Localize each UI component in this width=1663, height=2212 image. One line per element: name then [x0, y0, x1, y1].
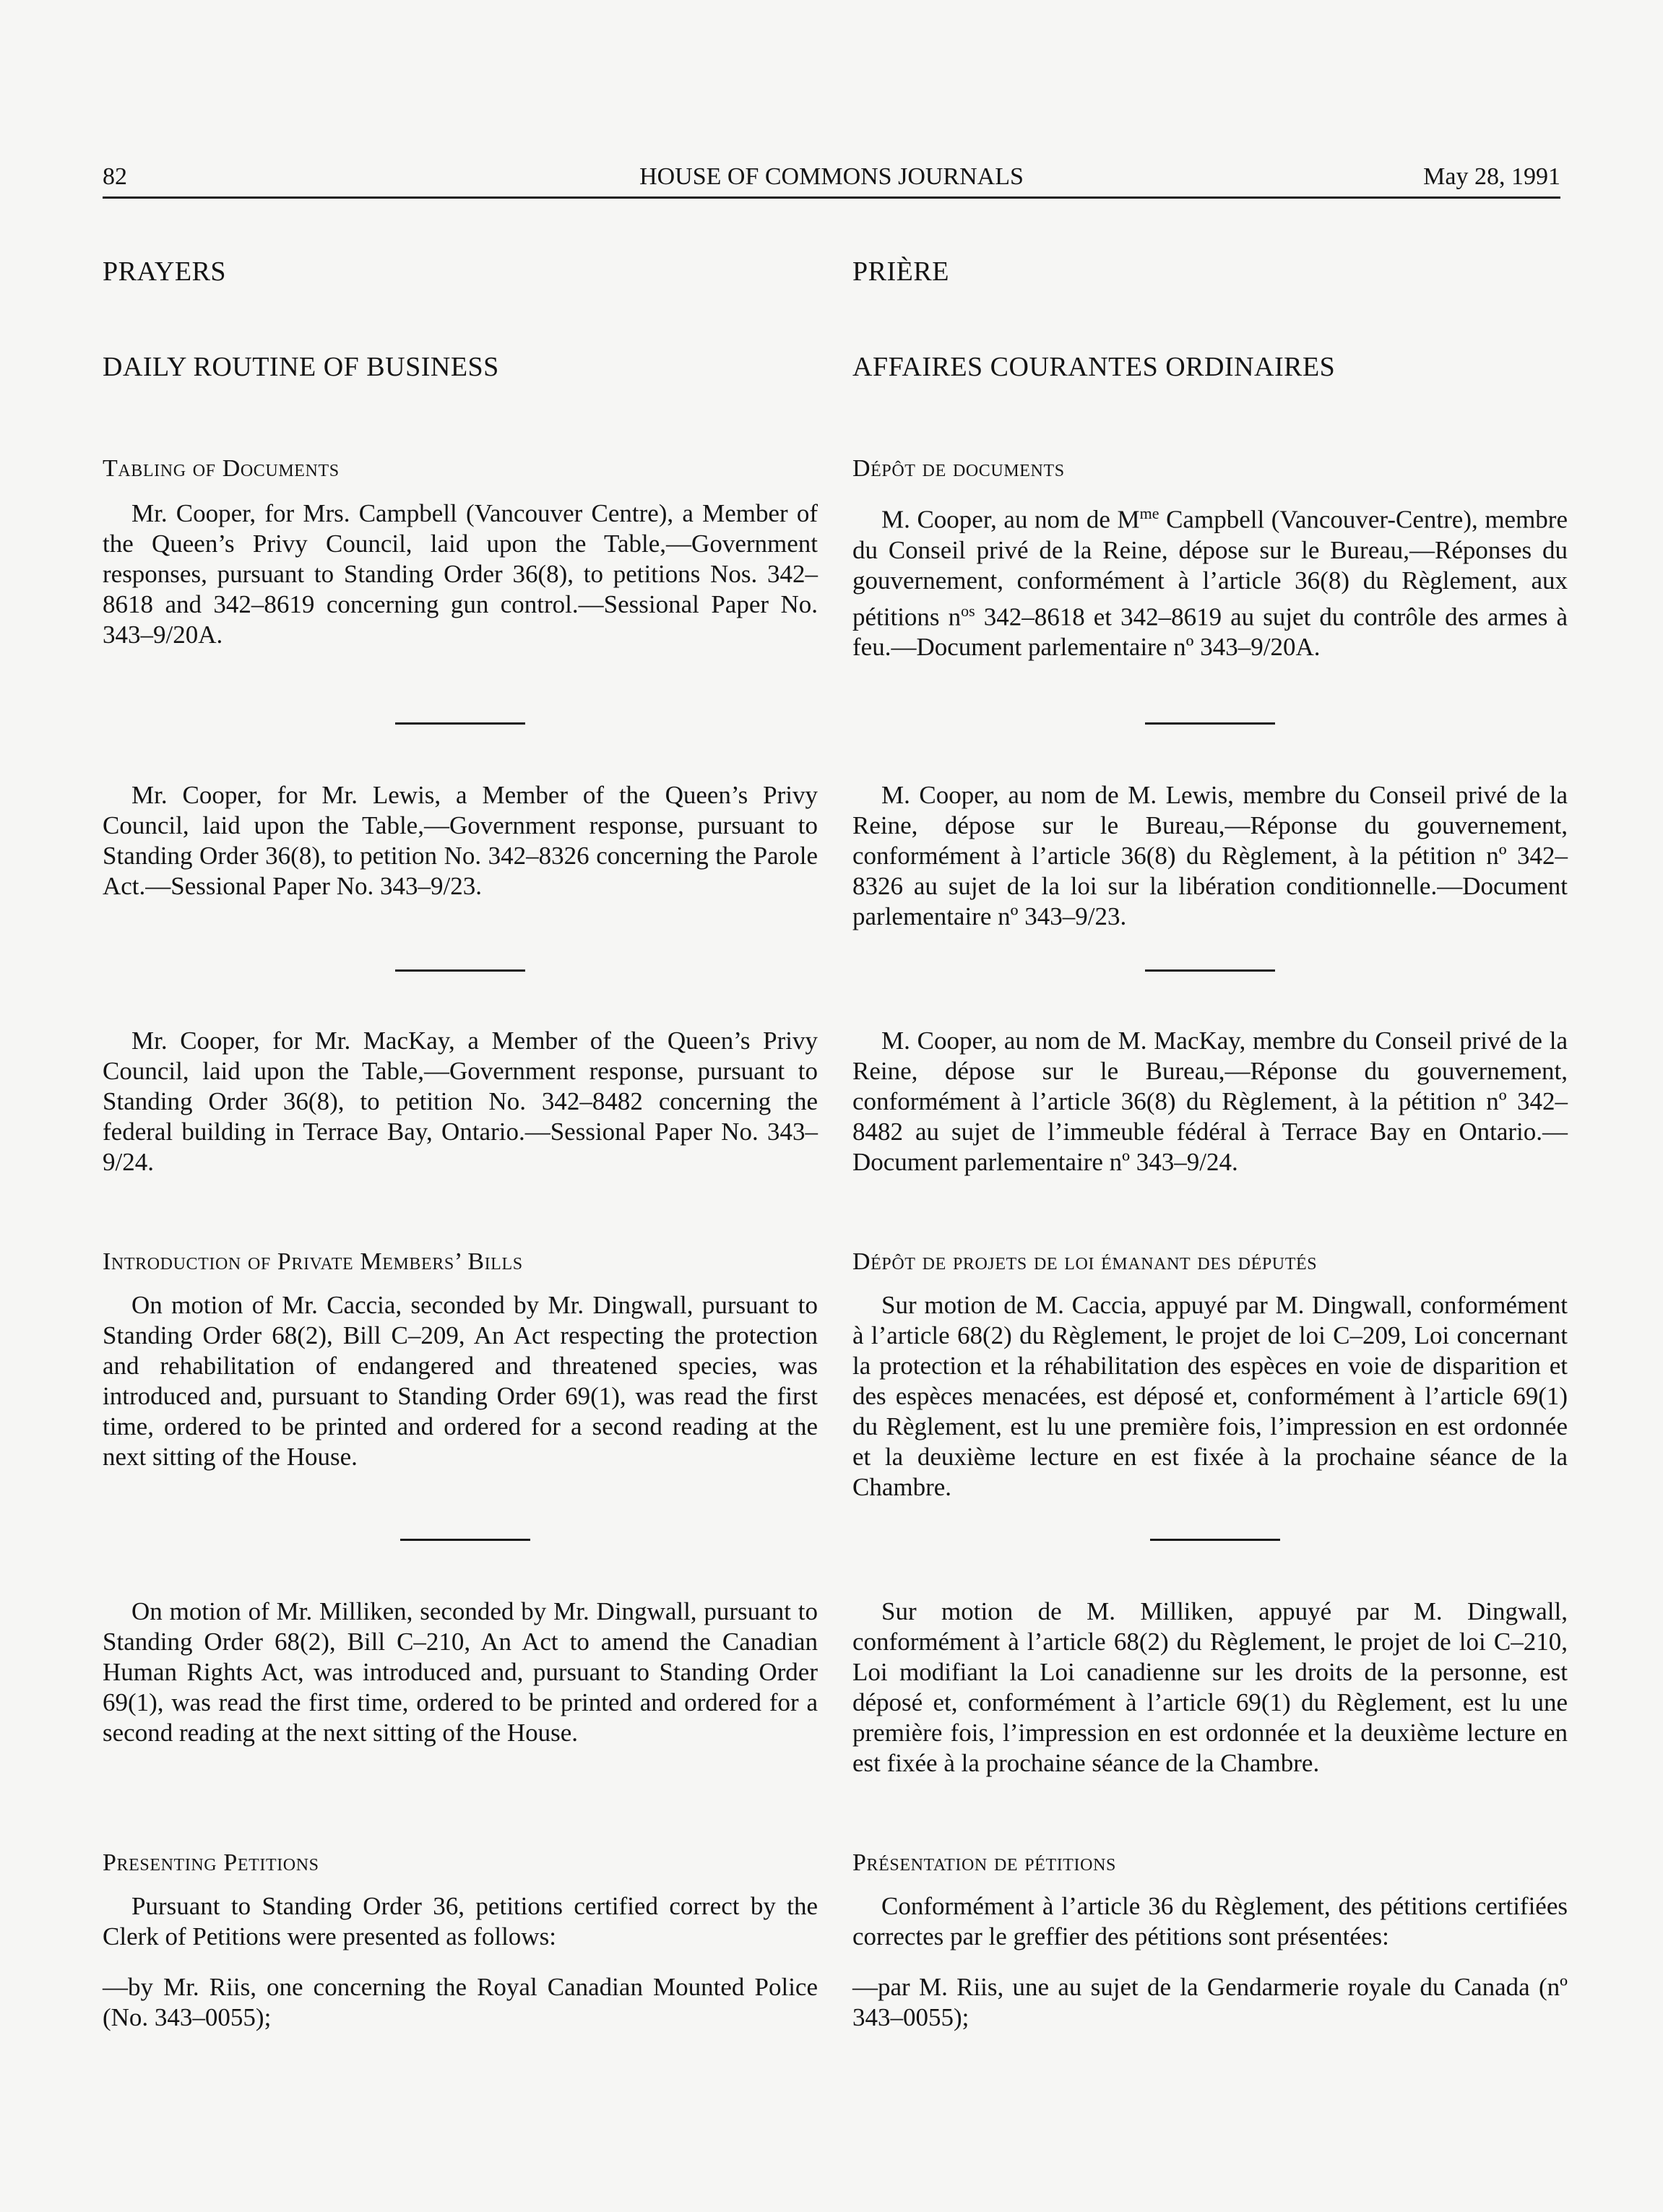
projet-paragraph-1: Sur motion de M. Caccia, appuyé par M. Dingwall, conformément à l’article 68(2) du Règlement, le projet de loi C–209, Loi concernant la protection et la réhabilitation des espèces en voie de disparition et des espèces menacées, est déposé et, conformément à l’article 69(1) du Règlement, est lu une première fois, l’impression en est ordonnée et la deuxième lecture en est fixée à la prochaine séance de la Chambre.: [852, 1291, 1568, 1501]
tabling-paragraph-2: Mr. Cooper, for Mr. Lewis, a Member of the Queen’s Privy Council, laid upon the Table,—Government response, pursuant to Standing Order 36(8), to petition No. 342–8326 concerning the Parole Act.—Sessional Paper No. 343–9/23.: [103, 781, 818, 900]
depot-documents-heading: Dépôt de documents: [852, 455, 1065, 482]
section-divider: [1145, 969, 1275, 972]
depot-projets-heading: Dépôt de projets de loi émanant des députés: [852, 1248, 1318, 1275]
routine-heading: DAILY ROUTINE OF BUSINESS: [103, 352, 499, 382]
presentation-petitions-heading: Présentation de pétitions: [852, 1849, 1116, 1876]
tabling-heading: Tabling of Documents: [103, 455, 340, 482]
tabling-paragraph-1: Mr. Cooper, for Mrs. Campbell (Vancouver Centre), a Member of the Queen’s Privy Council, laid upon the Table,—Government responses, pursuant to Standing Order 36(8), to petitions Nos. 342–8618 and 342–8619 concerning gun control.—Sessional Paper No. 343–9/20A.: [103, 499, 818, 649]
running-header: [103, 160, 1560, 199]
journal-title: HOUSE OF COMMONS JOURNALS: [639, 163, 1024, 190]
section-divider: [395, 969, 525, 972]
petitions-heading: Presenting Petitions: [103, 1849, 319, 1876]
petition-item: —by Mr. Riis, one concerning the Royal Canadian Mounted Police (No. 343–0055);: [103, 1973, 818, 2031]
section-divider: [1145, 722, 1275, 725]
journal-date: May 28, 1991: [1423, 163, 1560, 190]
petitions-intro: Pursuant to Standing Order 36, petitions certified correct by the Clerk of Petitions were presented as follows:: [103, 1892, 818, 1950]
petitions-intro-fr: Conformément à l’article 36 du Règlement, des pétitions certifiées correctes par le greffier des pétitions sont présentées:: [852, 1892, 1568, 1950]
depot-paragraph-1: M. Cooper, au nom de $M^{me}$ Campbell (Vancouver-Centre), membre du Conseil privé de la Reine, dépose sur le Bureau,—Réponses du gouvernement, conformément à l’article 36(8) du Règlement, aux pétitions $n^{os}$ 342–8618 et 342–8619 au sujet du contrôle des armes à feu.—Document parlementaire nº 343–9/20A.: [852, 504, 1568, 662]
depot-paragraph-3: M. Cooper, au nom de M. MacKay, membre du Conseil privé de la Reine, dépose sur le Bureau,—Réponse du gouvernement, conformément à l’article 36(8) du Règlement, à la pétition nº 342–8482 au sujet de l’immeuble fédéral à Terrace Bay en Ontario.—Document parlementaire nº 343–9/24.: [852, 1027, 1568, 1176]
bills-heading: Introduction of Private Members’ Bills: [103, 1248, 523, 1275]
page-number: 82: [103, 163, 127, 190]
tabling-paragraph-3: Mr. Cooper, for Mr. MacKay, a Member of the Queen’s Privy Council, laid upon the Table,—Government response, pursuant to Standing Order 36(8), to petition No. 342–8482 concerning the federal building in Terrace Bay, Ontario.—Sessional Paper No. 343–9/24.: [103, 1027, 818, 1176]
section-divider: [400, 1539, 530, 1541]
affaires-heading: AFFAIRES COURANTES ORDINAIRES: [852, 352, 1336, 382]
petition-item-fr: —par M. Riis, une au sujet de la Gendarmerie royale du Canada (nº 343–0055);: [852, 1973, 1568, 2031]
priere-heading: PRIÈRE: [852, 256, 949, 287]
prayers-heading: PRAYERS: [103, 256, 227, 287]
section-divider: [1150, 1539, 1280, 1541]
bill-paragraph-2: On motion of Mr. Milliken, seconded by Mr. Dingwall, pursuant to Standing Order 68(2), Bill C–210, An Act to amend the Canadian Human Rights Act, was introduced and, pursuant to Standing Order 69(1), was read the first time, ordered to be printed and ordered for a second reading at the next sitting of the House.: [103, 1597, 818, 1747]
depot-paragraph-2: M. Cooper, au nom de M. Lewis, membre du Conseil privé de la Reine, dépose sur le Bureau,—Réponse du gouvernement, conformément à l’article 36(8) du Règlement, à la pétition nº 342–8326 au sujet de la loi sur la libération conditionnelle.—Document parlementaire nº 343–9/23.: [852, 781, 1568, 930]
projet-paragraph-2: Sur motion de M. Milliken, appuyé par M. Dingwall, conformément à l’article 68(2) du Règlement, le projet de loi C–210, Loi modifiant la Loi canadienne sur les droits de la personne, est déposé et, conformément à l’article 69(1) du Règlement, est lu une première fois, l’impression en est ordonnée et la deuxième lecture en est fixée à la prochaine séance de la Chambre.: [852, 1597, 1568, 1777]
section-divider: [395, 722, 525, 725]
bill-paragraph-1: On motion of Mr. Caccia, seconded by Mr. Dingwall, pursuant to Standing Order 68(2), Bill C–209, An Act respecting the protection and rehabilitation of endangered and threatened species, was introduced and, pursuant to Standing Order 69(1), was read the first time, ordered to be printed and ordered for a second reading at the next sitting of the House.: [103, 1291, 818, 1471]
